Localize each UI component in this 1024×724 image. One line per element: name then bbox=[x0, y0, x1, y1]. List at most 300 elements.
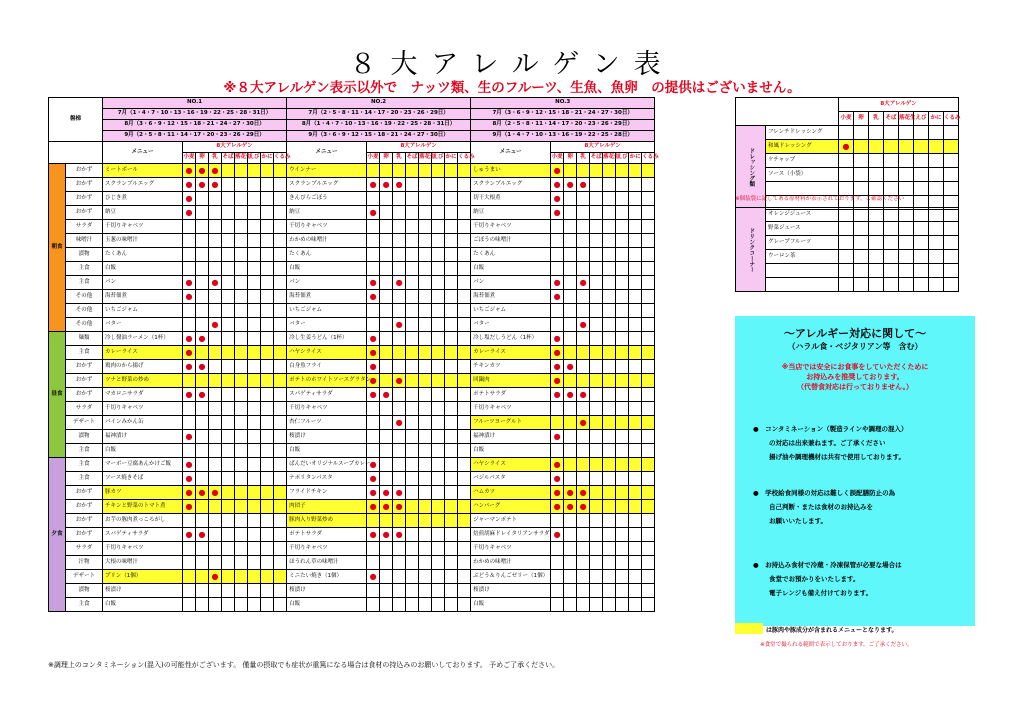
allergen-cell bbox=[929, 126, 944, 140]
allergen-cell bbox=[209, 206, 222, 220]
allergen-cell bbox=[914, 126, 929, 140]
allergen-dot: ● bbox=[551, 192, 564, 206]
allergen-dot: ● bbox=[367, 346, 380, 360]
dish-type: おかず bbox=[66, 528, 103, 542]
dish-name: ジャーマンポテト bbox=[471, 514, 551, 528]
allergen-cell bbox=[629, 192, 642, 206]
allergen-cell bbox=[616, 192, 629, 206]
allergen-cell bbox=[274, 598, 287, 612]
allergen-cell bbox=[196, 262, 209, 276]
allergen-cell bbox=[380, 402, 393, 416]
allergen-cell bbox=[577, 472, 590, 486]
allergen-cell bbox=[183, 318, 196, 332]
allergen-cell bbox=[458, 458, 471, 472]
allergen-cell bbox=[590, 206, 603, 220]
allergen-cell bbox=[603, 234, 616, 248]
allergen-cell bbox=[854, 140, 869, 154]
allergen-cell bbox=[590, 528, 603, 542]
allergen-cell bbox=[248, 556, 261, 570]
allergen-cell bbox=[944, 182, 959, 196]
table-row bbox=[49, 332, 655, 346]
allergen-cell bbox=[274, 584, 287, 598]
allergen-dot: ● bbox=[367, 290, 380, 304]
footnote: ※調理上のコンタミネーション(混入)の可能性がございます。 僅量の摂取でも症状が重篤になる場合は食材の持込みのお願いしております。 予めご了承ください。 bbox=[48, 661, 560, 669]
allergen-cell bbox=[274, 220, 287, 234]
allergen-cell bbox=[393, 584, 406, 598]
allergen-name: 卵 bbox=[854, 112, 869, 126]
allergen-cell bbox=[603, 402, 616, 416]
dish-name: しゅうまい bbox=[471, 164, 551, 178]
allergen-cell bbox=[248, 248, 261, 262]
allergen-dot: ● bbox=[380, 486, 393, 500]
allergen-cell bbox=[209, 542, 222, 556]
allergen-cell bbox=[380, 570, 393, 584]
allergen-dot: ● bbox=[393, 416, 406, 430]
allergen-cell bbox=[380, 332, 393, 346]
allergen-cell bbox=[393, 332, 406, 346]
allergen-cell bbox=[196, 234, 209, 248]
allergen-dot: ● bbox=[367, 570, 380, 584]
allergen-cell bbox=[183, 220, 196, 234]
dish-name: スクランブルエッグ bbox=[471, 178, 551, 192]
allergen-cell bbox=[235, 584, 248, 598]
allergen-cell bbox=[445, 402, 458, 416]
allergen-cell bbox=[914, 236, 929, 250]
allergen-cell bbox=[616, 486, 629, 500]
allergen-name: かに bbox=[445, 153, 458, 164]
allergen-cell bbox=[458, 472, 471, 486]
allergen-cell bbox=[209, 192, 222, 206]
allergen-cell bbox=[419, 584, 432, 598]
allergen-cell bbox=[261, 318, 274, 332]
allergen-cell bbox=[380, 472, 393, 486]
allergen-cell bbox=[616, 332, 629, 346]
allergen-cell bbox=[432, 248, 445, 262]
allergen-cell bbox=[616, 472, 629, 486]
allergen-cell bbox=[406, 234, 419, 248]
allergen-cell bbox=[406, 164, 419, 178]
allergen-dot: ● bbox=[393, 318, 406, 332]
allergen-cell bbox=[899, 126, 914, 140]
drink-name: オレンジジュース bbox=[766, 208, 839, 222]
allergen-name: そば bbox=[884, 112, 899, 126]
allergen-cell bbox=[406, 304, 419, 318]
allergen-cell bbox=[854, 154, 869, 168]
dish-type: デザート bbox=[66, 570, 103, 584]
allergen-cell bbox=[869, 140, 884, 154]
allergen-cell bbox=[603, 276, 616, 290]
allergen-cell bbox=[445, 248, 458, 262]
allergen-cell bbox=[196, 290, 209, 304]
dish-name: たくあん bbox=[471, 248, 551, 262]
allergen-cell bbox=[367, 220, 380, 234]
allergen-cell bbox=[419, 430, 432, 444]
allergen-cell bbox=[196, 346, 209, 360]
dressing-note: ※個装袋に記してある原材料が表示されております。ご確認ください bbox=[735, 196, 905, 202]
allergen-cell bbox=[248, 458, 261, 472]
allergen-cell bbox=[458, 570, 471, 584]
allergen-cell bbox=[869, 222, 884, 236]
allergen-dot: ● bbox=[367, 388, 380, 402]
allergen-cell bbox=[248, 276, 261, 290]
table-row bbox=[49, 542, 655, 556]
allergen-cell bbox=[458, 276, 471, 290]
allergen-cell bbox=[642, 416, 655, 430]
allergen-cell bbox=[445, 584, 458, 598]
allergen-cell bbox=[393, 458, 406, 472]
allergen-cell bbox=[419, 374, 432, 388]
allergen-cell bbox=[393, 444, 406, 458]
allergen-cell bbox=[616, 556, 629, 570]
drink-name: グレープフルーツ bbox=[766, 236, 839, 250]
allergen-cell bbox=[222, 458, 235, 472]
dish-name: ナポリタンパスタ bbox=[287, 472, 367, 486]
table-row bbox=[49, 514, 655, 528]
allergen-cell bbox=[590, 486, 603, 500]
allergen-cell bbox=[419, 528, 432, 542]
allergen-cell bbox=[884, 208, 899, 222]
allergen-cell bbox=[406, 416, 419, 430]
allergen-cell bbox=[222, 304, 235, 318]
allergen-cell bbox=[183, 374, 196, 388]
allergen-cell bbox=[642, 262, 655, 276]
allergen-cell bbox=[590, 514, 603, 528]
allergen-dot: ● bbox=[564, 388, 577, 402]
dish-name: スクランブルエッグ bbox=[103, 178, 183, 192]
allergen-cell bbox=[235, 528, 248, 542]
allergen-cell bbox=[432, 262, 445, 276]
allergen-cell bbox=[261, 458, 274, 472]
allergen-cell bbox=[261, 542, 274, 556]
allergen-cell bbox=[248, 472, 261, 486]
allergen-cell bbox=[590, 374, 603, 388]
dish-name: パインみかん缶 bbox=[103, 416, 183, 430]
allergen-cell bbox=[603, 584, 616, 598]
table-row bbox=[49, 234, 655, 248]
allergen-cell bbox=[839, 264, 854, 278]
allergen-cell bbox=[839, 154, 854, 168]
dish-name: 白飯 bbox=[471, 444, 551, 458]
allergen-cell bbox=[196, 556, 209, 570]
page-subtitle: ※８大アレルゲン表示以外で ナッツ類、生のフルーツ、生魚、魚卵 の提供はございません。 bbox=[223, 80, 801, 96]
allergen-name: かに bbox=[261, 153, 274, 164]
allergen-cell bbox=[432, 556, 445, 570]
allergen-cell bbox=[367, 514, 380, 528]
allergen-dot: ● bbox=[183, 164, 196, 178]
dressing-row bbox=[736, 126, 959, 140]
allergen-cell bbox=[274, 374, 287, 388]
allergen-cell bbox=[222, 556, 235, 570]
allergen-cell bbox=[458, 584, 471, 598]
drink-name bbox=[766, 264, 839, 278]
allergen-cell bbox=[577, 192, 590, 206]
allergen-cell bbox=[577, 402, 590, 416]
allergen-cell bbox=[445, 458, 458, 472]
allergen-cell bbox=[196, 318, 209, 332]
allergen-cell bbox=[839, 126, 854, 140]
dressing-row bbox=[736, 154, 959, 168]
dish-name: 桜漬け bbox=[103, 584, 183, 598]
allergen-cell bbox=[274, 556, 287, 570]
dish-type: 汁物 bbox=[66, 556, 103, 570]
allergen-cell bbox=[577, 360, 590, 374]
allergen-cell bbox=[261, 402, 274, 416]
allergen-cell bbox=[642, 192, 655, 206]
dish-name: 納豆 bbox=[287, 206, 367, 220]
allergen-cell bbox=[929, 140, 944, 154]
allergen-cell bbox=[406, 556, 419, 570]
dish-name: スパゲティサラダ bbox=[103, 528, 183, 542]
allergen-cell bbox=[367, 556, 380, 570]
allergen-cell bbox=[406, 514, 419, 528]
allergen-cell bbox=[616, 178, 629, 192]
allergen-cell bbox=[196, 598, 209, 612]
allergen-cell bbox=[209, 472, 222, 486]
allergen-cell bbox=[261, 528, 274, 542]
allergen-cell bbox=[629, 332, 642, 346]
allergen-cell bbox=[419, 234, 432, 248]
allergen-cell bbox=[929, 182, 944, 196]
allergen-cell bbox=[209, 290, 222, 304]
allergen-cell bbox=[406, 262, 419, 276]
allergen-cell bbox=[884, 126, 899, 140]
allergen-cell bbox=[196, 304, 209, 318]
allergen-cell bbox=[854, 236, 869, 250]
allergen-cell bbox=[261, 290, 274, 304]
allergen-cell bbox=[235, 556, 248, 570]
allergen-cell bbox=[196, 444, 209, 458]
allergen-cell bbox=[590, 290, 603, 304]
allergen-cell bbox=[261, 570, 274, 584]
allergen-cell bbox=[196, 220, 209, 234]
allergen-cell bbox=[432, 444, 445, 458]
dish-name: 回鍋肉 bbox=[471, 374, 551, 388]
allergen-cell bbox=[629, 500, 642, 514]
allergen-dot: ● bbox=[209, 276, 222, 290]
allergen-cell bbox=[419, 164, 432, 178]
allergen-cell bbox=[393, 262, 406, 276]
dish-type: おかず bbox=[66, 206, 103, 220]
allergen-cell bbox=[642, 360, 655, 374]
allergen-cell bbox=[419, 402, 432, 416]
allergen-cell bbox=[274, 430, 287, 444]
allergen-cell bbox=[248, 304, 261, 318]
allergen-cell bbox=[616, 248, 629, 262]
allergen-cell bbox=[183, 444, 196, 458]
allergen-cell bbox=[590, 360, 603, 374]
allergen-cell bbox=[616, 220, 629, 234]
dish-name: ミートボール bbox=[103, 164, 183, 178]
allergen-dot: ● bbox=[183, 388, 196, 402]
allergen-cell bbox=[261, 556, 274, 570]
allergen-cell bbox=[209, 430, 222, 444]
allergen-cell bbox=[616, 206, 629, 220]
allergen-cell bbox=[603, 542, 616, 556]
allergen-cell bbox=[235, 346, 248, 360]
info-red-line-1: ※当店では安全にお食事をしていただくために bbox=[781, 363, 929, 371]
allergen-cell bbox=[248, 332, 261, 346]
allergen-cell bbox=[261, 248, 274, 262]
allergen-cell bbox=[419, 444, 432, 458]
allergen-dot: ● bbox=[551, 360, 564, 374]
allergen-cell bbox=[367, 598, 380, 612]
dish-name: パン bbox=[287, 276, 367, 290]
allergen-cell bbox=[590, 584, 603, 598]
set-month-row: 9月（1・4・7・10・13・16・19・22・25・28日） bbox=[471, 131, 655, 142]
allergen-name: 落花生 bbox=[235, 153, 248, 164]
allergen-cell bbox=[642, 514, 655, 528]
dressing-row bbox=[736, 168, 959, 182]
allergen-cell bbox=[183, 262, 196, 276]
dish-type: おかず bbox=[66, 514, 103, 528]
allergen-cell bbox=[590, 472, 603, 486]
allergen-cell bbox=[458, 528, 471, 542]
allergen-cell bbox=[458, 192, 471, 206]
allergen-cell bbox=[839, 250, 854, 264]
allergen-cell bbox=[551, 584, 564, 598]
allergen-cell bbox=[393, 430, 406, 444]
allergen-cell bbox=[564, 416, 577, 430]
allergen-cell bbox=[209, 514, 222, 528]
allergen-cell bbox=[616, 542, 629, 556]
allergen-cell bbox=[603, 332, 616, 346]
allergen-cell bbox=[432, 346, 445, 360]
allergen-cell bbox=[564, 206, 577, 220]
allergen-cell bbox=[209, 402, 222, 416]
allergen-cell bbox=[406, 486, 419, 500]
allergen-cell bbox=[944, 250, 959, 264]
allergen-cell bbox=[929, 168, 944, 182]
allergy-info-panel bbox=[735, 316, 975, 626]
allergen-cell bbox=[629, 598, 642, 612]
allergen-cell bbox=[577, 598, 590, 612]
allergen-cell bbox=[235, 262, 248, 276]
allergen-cell bbox=[642, 430, 655, 444]
drink-name bbox=[766, 278, 839, 292]
allergen-cell bbox=[406, 206, 419, 220]
allergen-cell bbox=[367, 234, 380, 248]
dish-name: チキンと野菜のトマト煮 bbox=[103, 500, 183, 514]
allergen-cell bbox=[196, 192, 209, 206]
allergen-cell bbox=[183, 416, 196, 430]
allergen-cell bbox=[577, 164, 590, 178]
allergen-cell bbox=[590, 458, 603, 472]
allergen-cell bbox=[235, 220, 248, 234]
allergen-cell bbox=[406, 500, 419, 514]
dish-name: 千切りキャベツ bbox=[471, 220, 551, 234]
allergen-cell bbox=[642, 598, 655, 612]
dressing-name: ソース（小袋） bbox=[766, 168, 839, 182]
allergen-dot: ● bbox=[196, 528, 209, 542]
allergen-cell bbox=[616, 304, 629, 318]
table-row bbox=[49, 304, 655, 318]
allergen-cell bbox=[222, 192, 235, 206]
allergen-cell bbox=[248, 262, 261, 276]
allergen-cell bbox=[564, 528, 577, 542]
dish-name: 海苔佃煮 bbox=[287, 290, 367, 304]
allergen-cell bbox=[590, 444, 603, 458]
allergen-cell bbox=[869, 168, 884, 182]
allergen-dot: ● bbox=[380, 178, 393, 192]
allergen-cell bbox=[367, 542, 380, 556]
allergen-dot: ● bbox=[196, 388, 209, 402]
info-bullet-2a: ● 学校給食同様の対応は難しく誤配膳防止の為 bbox=[753, 489, 896, 497]
allergen-cell bbox=[419, 304, 432, 318]
dish-name: 納豆 bbox=[471, 206, 551, 220]
allergen-cell bbox=[248, 388, 261, 402]
allergen-cell bbox=[406, 458, 419, 472]
allergen-name: かに bbox=[629, 153, 642, 164]
allergen-cell bbox=[222, 248, 235, 262]
allergen-dot: ● bbox=[577, 416, 590, 430]
allergen-cell bbox=[616, 514, 629, 528]
allergen-dot: ● bbox=[209, 178, 222, 192]
allergen-cell bbox=[564, 318, 577, 332]
drink-name: ウーロン茶 bbox=[766, 250, 839, 264]
allergen-cell bbox=[944, 168, 959, 182]
set-month-row: 8月（2・5・8・11・14・17・20・23・26・29日） bbox=[471, 120, 655, 131]
allergen-cell bbox=[209, 500, 222, 514]
allergen-cell bbox=[235, 472, 248, 486]
allergen-name: 卵 bbox=[380, 153, 393, 164]
allergen-cell bbox=[183, 598, 196, 612]
allergen-cell bbox=[261, 360, 274, 374]
allergen-cell bbox=[235, 430, 248, 444]
dish-name: 白飯 bbox=[287, 598, 367, 612]
allergen-cell bbox=[196, 514, 209, 528]
allergen-cell bbox=[248, 192, 261, 206]
allergen-cell bbox=[564, 444, 577, 458]
info-red-line-2: お持込みを推奨しております。 bbox=[806, 373, 904, 381]
allergen-cell bbox=[458, 248, 471, 262]
allergen-cell bbox=[248, 206, 261, 220]
allergen-cell bbox=[367, 164, 380, 178]
allergen-cell bbox=[445, 290, 458, 304]
allergen-cell bbox=[577, 528, 590, 542]
allergen-cell bbox=[551, 542, 564, 556]
allergen-cell bbox=[564, 164, 577, 178]
allergen-cell bbox=[629, 304, 642, 318]
allergen-cell bbox=[899, 222, 914, 236]
dish-name: 大根の味噌汁 bbox=[103, 556, 183, 570]
allergen-cell bbox=[183, 514, 196, 528]
allergen-cell bbox=[222, 234, 235, 248]
dish-name: 福神漬け bbox=[471, 430, 551, 444]
allergen-cell bbox=[432, 514, 445, 528]
allergen-cell bbox=[445, 430, 458, 444]
allergen-cell bbox=[854, 208, 869, 222]
allergen-cell bbox=[603, 304, 616, 318]
allergen-cell bbox=[642, 486, 655, 500]
allergen-cell bbox=[380, 556, 393, 570]
allergen-cell bbox=[222, 206, 235, 220]
allergen-dot: ● bbox=[183, 276, 196, 290]
allergen-cell bbox=[564, 570, 577, 584]
allergen-dot: ● bbox=[551, 276, 564, 290]
dressing-allergen-header: 8大アレルゲン bbox=[839, 98, 959, 112]
allergen-cell bbox=[884, 236, 899, 250]
allergen-cell bbox=[235, 178, 248, 192]
allergen-cell bbox=[590, 346, 603, 360]
allergen-cell bbox=[235, 276, 248, 290]
allergen-dot: ● bbox=[367, 360, 380, 374]
dish-name: ハンバーグ bbox=[471, 500, 551, 514]
dish-type: 漬物 bbox=[66, 430, 103, 444]
page-title: ８大アレルゲン表 bbox=[349, 49, 675, 80]
set-month-row: 8月（1・4・7・10・13・16・19・22・25・28・31日） bbox=[287, 120, 471, 131]
allergen-cell bbox=[616, 500, 629, 514]
allergen-cell bbox=[235, 542, 248, 556]
